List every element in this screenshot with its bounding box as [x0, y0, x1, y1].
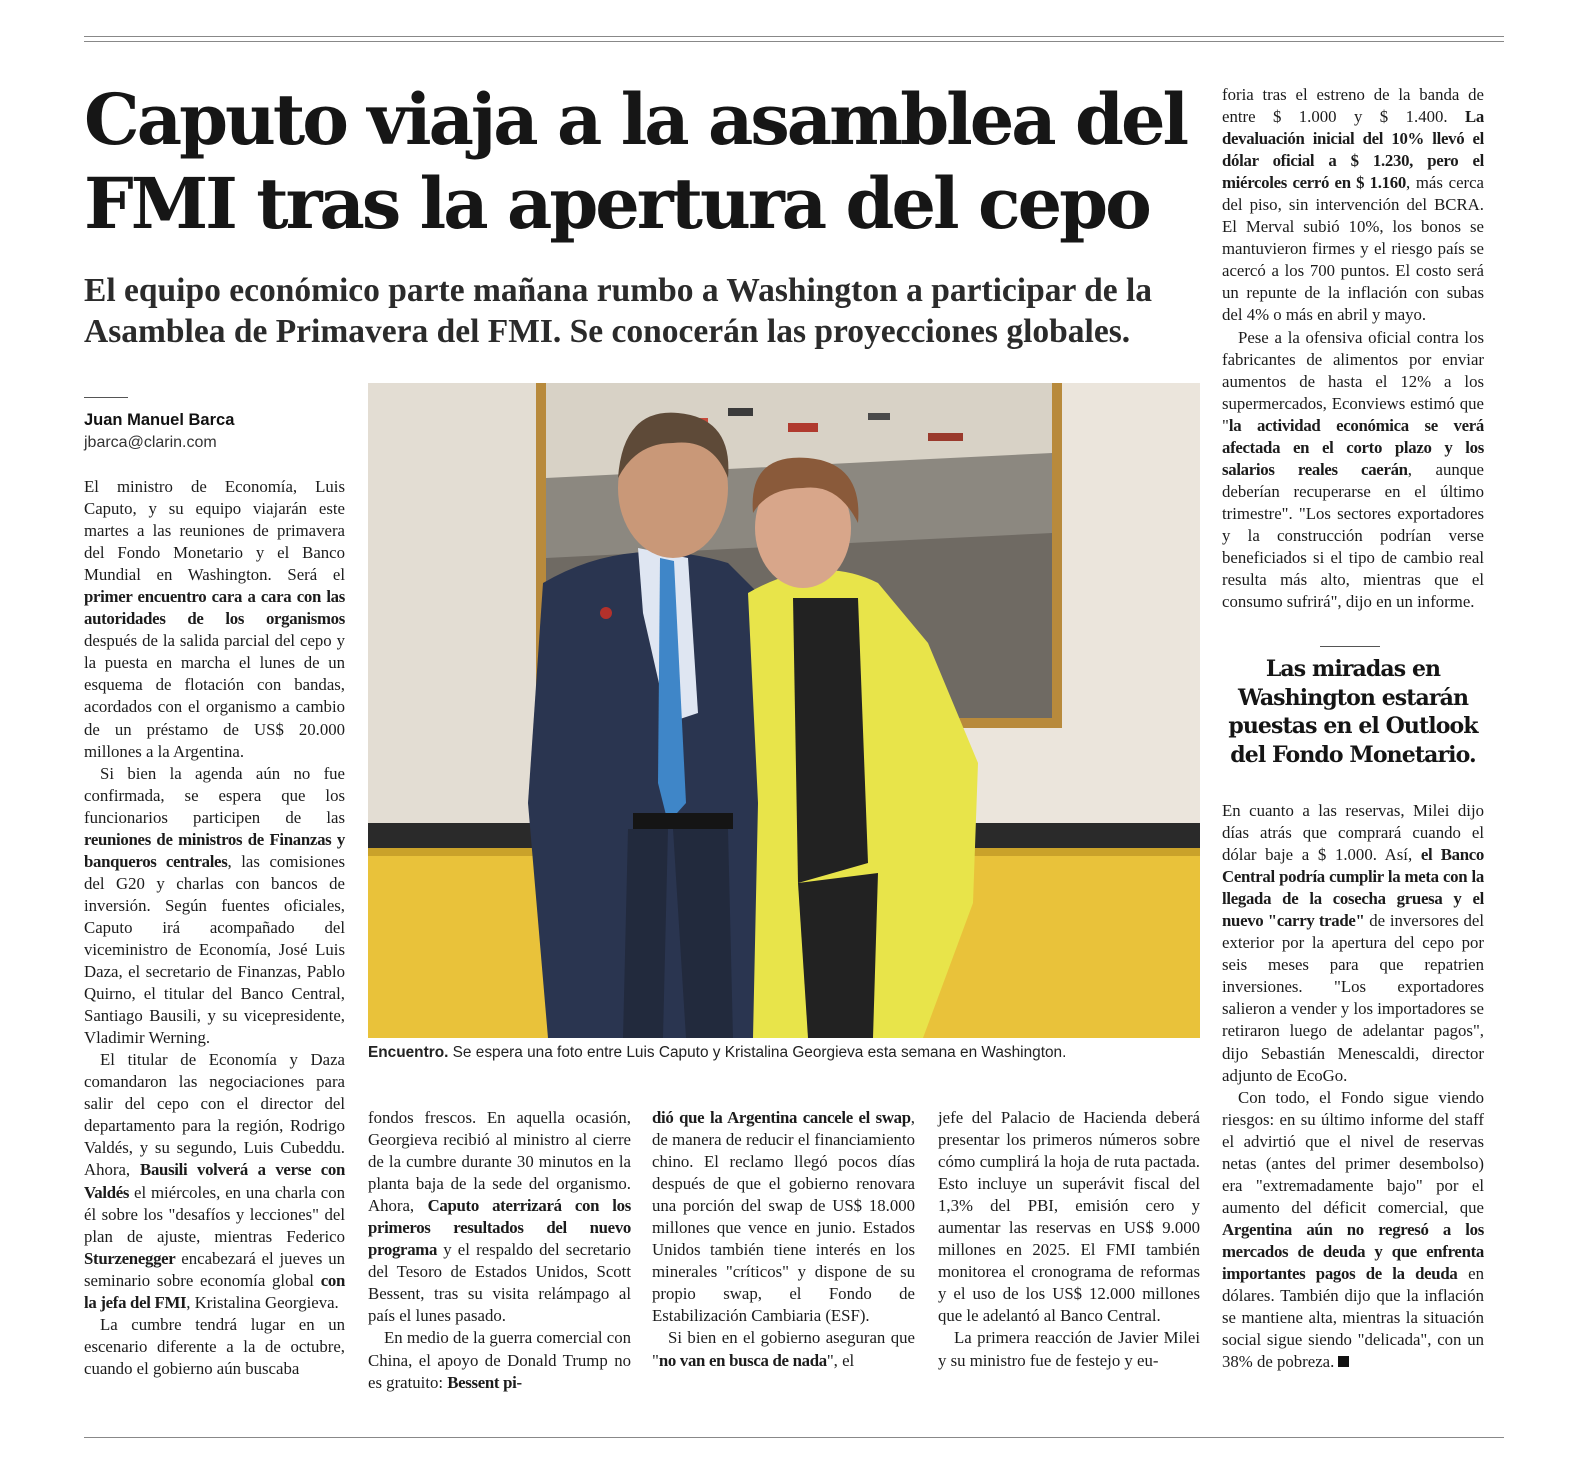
bottom-rule	[84, 1437, 1504, 1438]
body-column-5-bottom	[1222, 800, 1484, 1373]
paragraph: El ministro de Economía, Luis Caputo, y su equipo viajarán este martes a las reuniones de primavera del Fondo Monetario y el Banco Mundial en Washington. Será el primer encuentro cara a cara con las autoridades de los organismos después de la salida parcial del cepo y la puesta en marcha el lunes de un esquema de flotación con bandas, acordados con el organismo a cambio de un préstamo de US$ 20.000 millones a la Argentina.	[84, 477, 345, 761]
paragraph: Con todo, el Fondo sigue viendo riesgos: en su último informe del staff el advirtió que el nivel de reservas netas (antes del primer desembolso) era "extremadamente bajo" por el aumento del déficit comercial, que Argentina aún no regresó a los mercados de deuda y que enfrenta importantes pagos de la deuda en dólares. También dijo que la inflación se mantiene alta, mientras la situación social sigue siendo "delicada", con un 38% de pobreza.	[1222, 1087, 1484, 1372]
top-rule-secondary	[84, 41, 1504, 42]
byline-rule	[84, 397, 128, 398]
headline: Caputo viaja a la asamblea del FMI tras la apertura del cepo	[84, 78, 1187, 245]
article-photo	[368, 383, 1200, 1038]
photo-illustration	[368, 383, 1200, 1038]
top-rule	[84, 36, 1504, 37]
pullquote: Las miradas en Washington estarán puestas en el Outlook del Fondo Monetario.	[1228, 656, 1478, 768]
paragraph: La cumbre tendrá lugar en un escenario diferente a la de octubre, cuando el gobierno aún buscaba	[84, 1314, 345, 1378]
author-name: Juan Manuel Barca	[84, 411, 235, 429]
body-column-5-top	[1222, 84, 1484, 613]
paragraph: dió que la Argentina cancele el swap, de manera de reducir el financiamiento chino. El reclamo llegó pocos días después de que el gobierno renovara una porción del swap de US$ 18.000 millones que vence en junio. Estados Unidos también tiene interés en los minerales "críticos" y dispone de su propio swap, el Fondo de Estabilización Cambiaria (ESF).	[652, 1108, 915, 1326]
pullquote-rule	[1320, 646, 1380, 647]
paragraph: jefe del Palacio de Hacienda deberá presentar los primeros números sobre cómo cumplirá la hoja de ruta pactada. Esto incluye un superávit fiscal del 1,3% del PBI, emisión cero y aumentar las reservas en US$ 9.000 millones en 2025. El FMI también monitorea el cronograma de reformas y el uso de los US$ 12.000 millones que le adelantó al Banco Central.	[938, 1108, 1200, 1326]
paragraph: foria tras el estreno de la banda de entre $ 1.000 y $ 1.400. La devaluación inicial del 10% llevó el dólar oficial a $ 1.230, pero el miércoles cerró en $ 1.160, más cerca del piso, sin intervención del BCRA. El Merval subió 10%, los bonos se mantuvieron firmes y el riesgo país se acercó a los 700 puntos. El costo será un repunte de la inflación con subas del 4% o más en abril y mayo.	[1222, 85, 1484, 325]
end-of-article-mark	[1338, 1356, 1349, 1367]
body-column-2	[368, 1107, 631, 1394]
paragraph: Si bien la agenda aún no fue confirmada, se espera que los funcionarios participen de las reuniones de ministros de Finanzas y banqueros centrales, las comisiones del G20 y charlas con bancos de inversión. Según fuentes oficiales, Caputo irá acompañado del viceministro de Economía, José Luis Daza, el secretario de Finanzas, Pablo Quirno, el titular del Banco Central, Santiago Bausili, y su vicepresidente, Vladimir Werning.	[84, 763, 345, 1048]
paragraph: fondos frescos. En aquella ocasión, Georgieva recibió al ministro al cierre de la cumbre durante 30 minutos en la planta baja de la sede del organismo. Ahora, Caputo aterrizará con los primeros resultados del nuevo programa y el respaldo del secretario del Tesoro de Estados Unidos, Scott Bessent, tras su visita relámpago al país el lunes pasado.	[368, 1108, 631, 1326]
photo-caption: Encuentro. Se espera una foto entre Luis Caputo y Kristalina Georgieva esta semana en Washington.	[368, 1044, 1067, 1061]
body-column-4	[938, 1107, 1200, 1372]
paragraph: La primera reacción de Javier Milei y su ministro fue de festejo y eu-	[938, 1328, 1200, 1370]
subheadline: El equipo económico parte mañana rumbo a Washington a participar de la Asamblea de Primavera del FMI. Se conocerán las proyecciones globales.	[84, 272, 1153, 350]
paragraph: Si bien en el gobierno aseguran que "no van en busca de nada", el	[652, 1328, 915, 1370]
author-email[interactable]: jbarca@clarin.com	[84, 434, 217, 451]
paragraph: Pese a la ofensiva oficial contra los fabricantes de alimentos por enviar aumentos de hasta el 12% a los supermercados, Econviews estimó que "la actividad económica se verá afectada en el corto plazo y los salarios reales caerán, aunque deberían recuperarse en el último trimestre". "Los sectores exportadores y la construcción podrían verse beneficiados si el tipo de cambio real resulta más alto, mientras que el consumo sufrirá", dijo en un informe.	[1222, 327, 1484, 612]
paragraph: El titular de Economía y Daza comandaron las negociaciones para salir del cepo con el director del departamento para la región, Rodrigo Valdés, y su segundo, Luis Cubeddu. Ahora, Bausili volverá a verse con Valdés el miércoles, en una charla con él sobre los "desafíos y lecciones" del plan de ajuste, mientras Federico Sturzenegger encabezará el jueves un seminario sobre economía global con la jefa del FMI, Kristalina Georgieva.	[84, 1050, 345, 1312]
paragraph: En medio de la guerra comercial con China, el apoyo de Donald Trump no es gratuito: Bessent pi-	[368, 1328, 631, 1392]
body-column-3	[652, 1107, 915, 1372]
paragraph: En cuanto a las reservas, Milei dijo días atrás que comprará cuando el dólar baje a $ 1.000. Así, el Banco Central podría cumplir la meta con la llegada de la cosecha gruesa y el nuevo "carry trade" de inversores del exterior por la apertura del cepo por seis meses para que repatrien inversiones. "Los exportadores salieron a vender y los importadores se retiraron luego de adelantar pagos", dijo Sebastián Menescaldi, director adjunto de EcoGo.	[1222, 801, 1484, 1085]
body-column-1	[84, 476, 345, 1380]
